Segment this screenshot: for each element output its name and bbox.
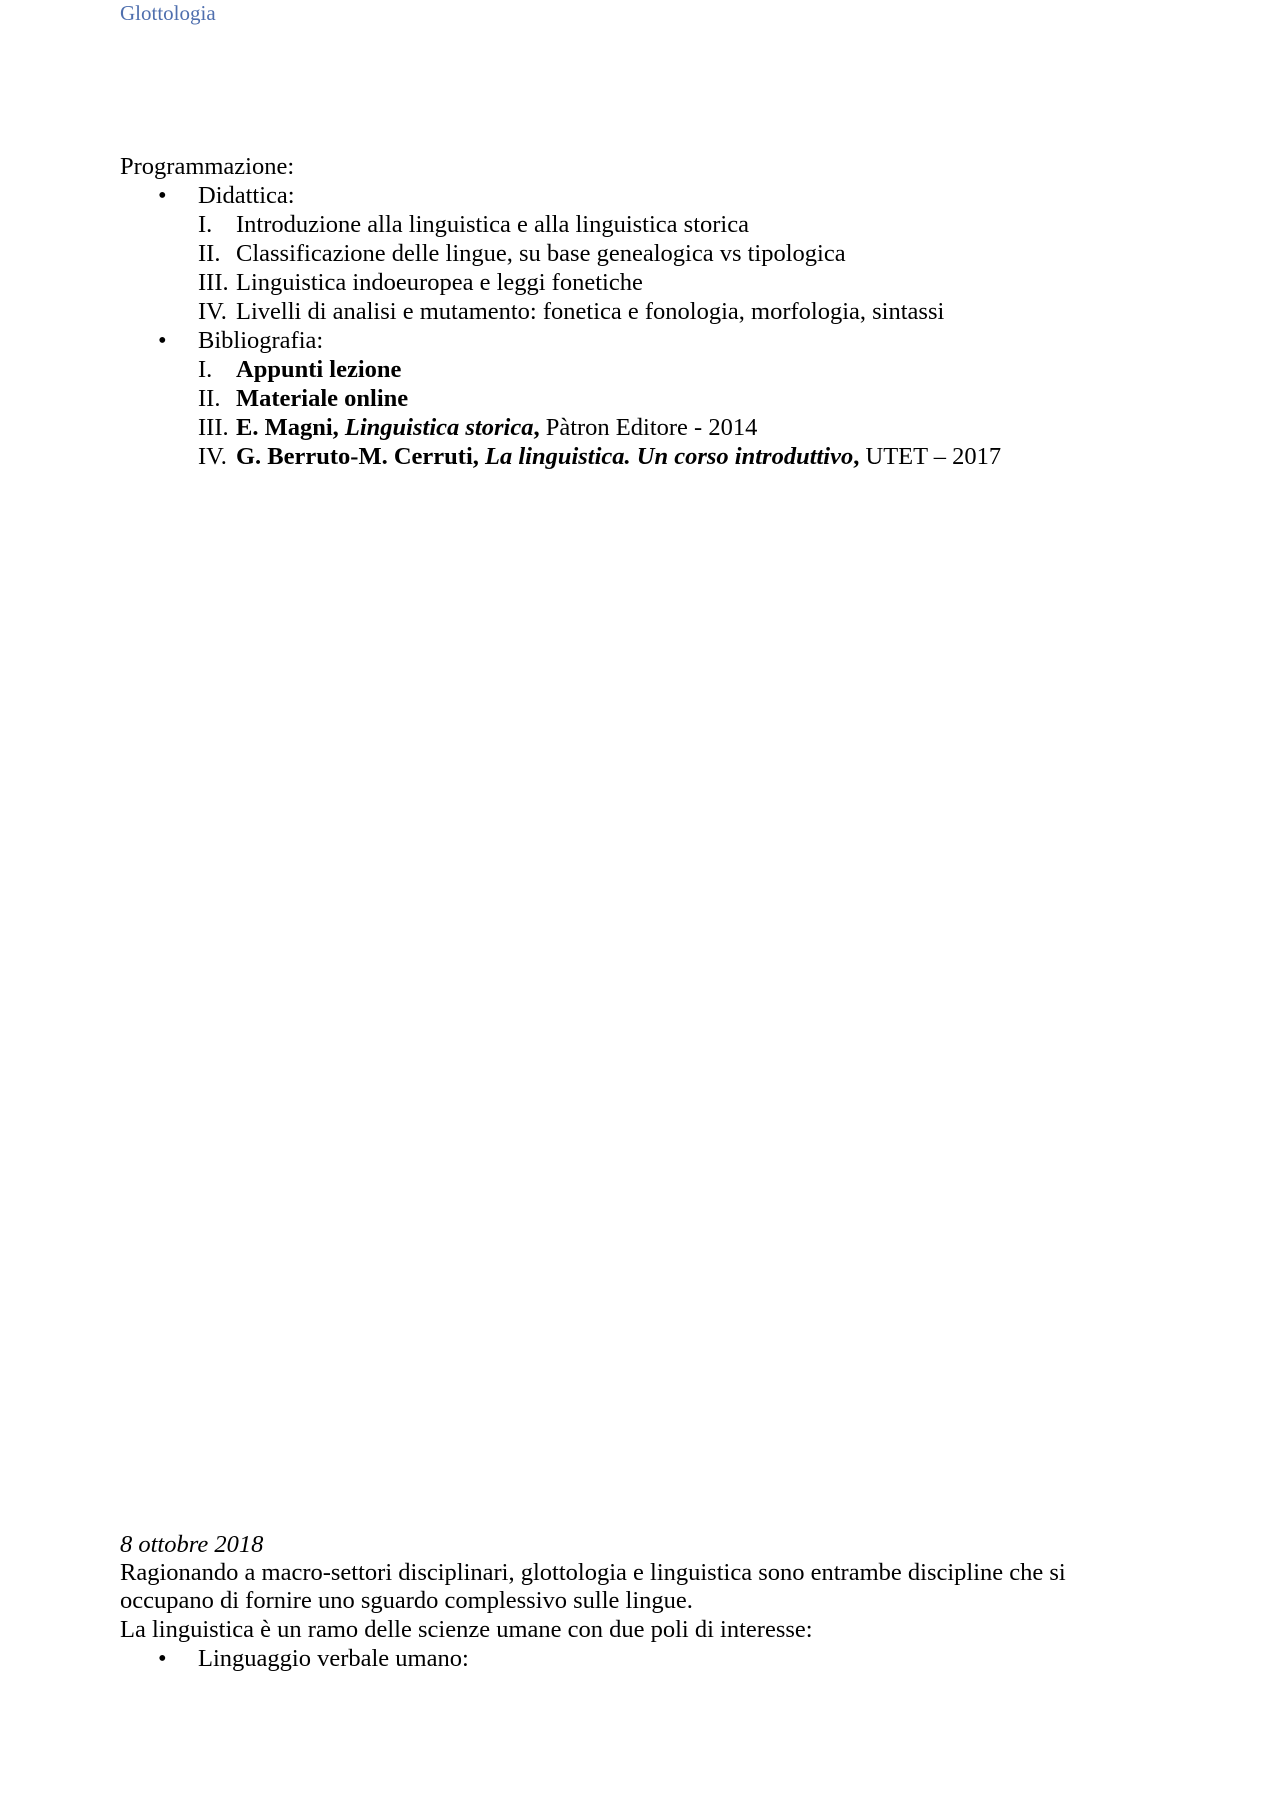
item-publisher: UTET – 2017 xyxy=(859,443,1002,470)
program-heading: Programmazione: xyxy=(120,153,295,180)
didactics-item-1 xyxy=(120,210,1160,239)
bibliography-item-2 xyxy=(120,384,1160,413)
header-title: Glottologia xyxy=(120,1,216,25)
lesson-paragraph-2: La linguistica è un ramo delle scienze umane con due poli di interesse: xyxy=(120,1616,813,1643)
item-publisher: Pàtron Editore - 2014 xyxy=(539,414,758,441)
bibliography-item-1 xyxy=(120,355,1160,384)
page-header xyxy=(120,0,216,26)
bibliography-bullet-item xyxy=(120,326,1160,355)
lesson-bullet-item xyxy=(120,1644,1160,1673)
item-author: G. Berruto-M. Cerruti, xyxy=(236,443,485,470)
lesson-section xyxy=(120,1530,1160,1673)
bullet-icon: • xyxy=(158,1645,167,1672)
bibliography-item-3 xyxy=(120,413,1160,442)
didactics-item-4 xyxy=(120,297,1160,326)
item-book-title: La linguistica. Un corso introduttivo xyxy=(485,443,854,470)
lesson-date: 8 ottobre 2018 xyxy=(120,1531,264,1558)
bibliography-label: Bibliografia: xyxy=(198,327,324,354)
item-number: I. xyxy=(198,211,213,238)
program-section xyxy=(120,152,1160,471)
item-comma: , xyxy=(853,443,860,470)
item-author: E. Magni, xyxy=(236,414,345,441)
didactics-item-3 xyxy=(120,268,1160,297)
item-comma: , xyxy=(533,414,540,441)
item-number: III. xyxy=(198,414,229,441)
item-number: I. xyxy=(198,356,213,383)
bullet-icon: • xyxy=(158,327,167,354)
item-number: IV. xyxy=(198,443,227,470)
item-number: II. xyxy=(198,240,221,267)
bullet-icon: • xyxy=(158,182,167,209)
didactics-label: Didattica: xyxy=(198,182,295,209)
item-number: III. xyxy=(198,269,229,296)
item-number: IV. xyxy=(198,298,227,325)
item-number: II. xyxy=(198,385,221,412)
bullet-text: Linguaggio verbale umano: xyxy=(198,1645,469,1672)
item-text: Livelli di analisi e mutamento: fonetica e fonologia, morfologia, sintassi xyxy=(236,298,945,325)
item-text: Linguistica indoeuropea e leggi fonetiche xyxy=(236,269,643,296)
bibliography-item-4 xyxy=(120,442,1160,471)
didactics-bullet-item xyxy=(120,181,1160,210)
item-title: Materiale online xyxy=(236,385,409,412)
didactics-item-2 xyxy=(120,239,1160,268)
item-title: Appunti lezione xyxy=(236,356,402,383)
item-book-title: Linguistica storica xyxy=(344,414,534,441)
item-text: Introduzione alla linguistica e alla linguistica storica xyxy=(236,211,749,238)
lesson-paragraph-1: Ragionando a macro-settori disciplinari, glottologia e linguistica sono entrambe discipline che si occupano di fornire uno sguardo complessivo sulle lingue. xyxy=(120,1559,1066,1614)
item-text: Classificazione delle lingue, su base genealogica vs tipologica xyxy=(236,240,846,267)
